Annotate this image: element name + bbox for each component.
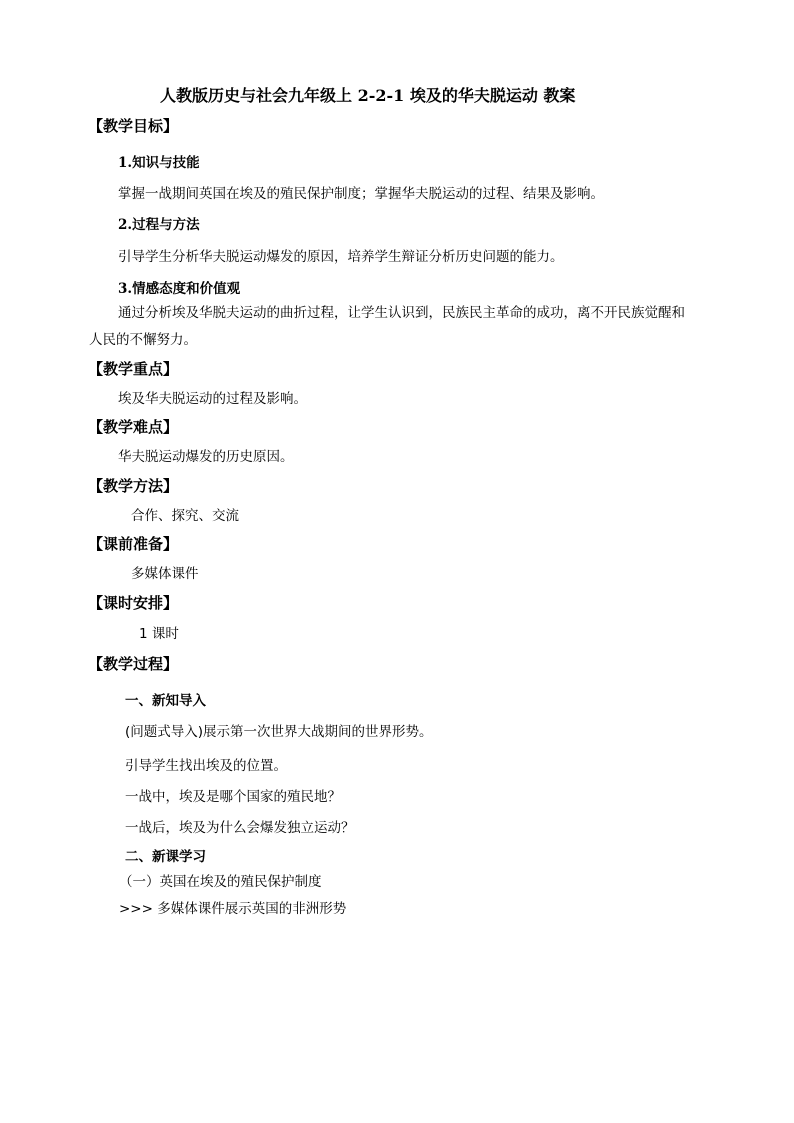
- section-heading-difficulties: 【教学难点】: [88, 418, 179, 436]
- section-heading-preparation: 【课前准备】: [88, 535, 179, 553]
- paragraph-intro-1: (问题式导入)展示第一次世界大战期间的世界形势。: [125, 724, 433, 740]
- paragraph-values-line1: 通过分析埃及华脱夫运动的曲折过程，让学生认识到，民族民主革命的成功，离不开民族觉醒和: [118, 305, 685, 321]
- subheading-process: 2.过程与方法: [118, 217, 200, 233]
- section-heading-key-points: 【教学重点】: [88, 360, 179, 378]
- paragraph-methods: 合作、探究、交流: [131, 508, 239, 524]
- subheading-knowledge: 1.知识与技能: [118, 155, 200, 171]
- paragraph-new-lesson-line: >>> 多媒体课件展示英国的非洲形势: [119, 901, 347, 917]
- paragraph-knowledge: 掌握一战期间英国在埃及的殖民保护制度；掌握华夫脱运动的过程、结果及影响。: [118, 186, 604, 202]
- paragraph-schedule: 1 课时: [139, 626, 179, 642]
- section-heading-process: 【教学过程】: [88, 655, 179, 673]
- paragraph-intro-2: 引导学生找出埃及的位置。: [125, 758, 287, 774]
- paragraph-new-lesson-sub: （一）英国在埃及的殖民保护制度: [119, 874, 322, 890]
- subheading-values: 3.情感态度和价值观: [118, 281, 241, 297]
- document-title: 人教版历史与社会九年级上 2-2-1 埃及的华夫脱运动 教案: [160, 86, 576, 105]
- section-heading-objectives: 【教学目标】: [88, 117, 179, 135]
- paragraph-intro-4: 一战后，埃及为什么会爆发独立运动？: [125, 820, 355, 836]
- section-heading-schedule: 【课时安排】: [88, 594, 179, 612]
- subheading-new-lesson: 二、新课学习: [125, 849, 206, 865]
- paragraph-key-points: 埃及华夫脱运动的过程及影响。: [118, 391, 307, 407]
- paragraph-preparation: 多媒体课件: [131, 566, 199, 582]
- paragraph-process: 引导学生分析华夫脱运动爆发的原因，培养学生辩证分析历史问题的能力。: [118, 249, 564, 265]
- subheading-intro: 一、新知导入: [125, 693, 206, 709]
- paragraph-values-line2: 人民的不懈努力。: [89, 332, 197, 348]
- paragraph-intro-3: 一战中，埃及是哪个国家的殖民地？: [125, 789, 341, 805]
- paragraph-difficulties: 华夫脱运动爆发的历史原因。: [118, 449, 294, 465]
- section-heading-methods: 【教学方法】: [88, 477, 179, 495]
